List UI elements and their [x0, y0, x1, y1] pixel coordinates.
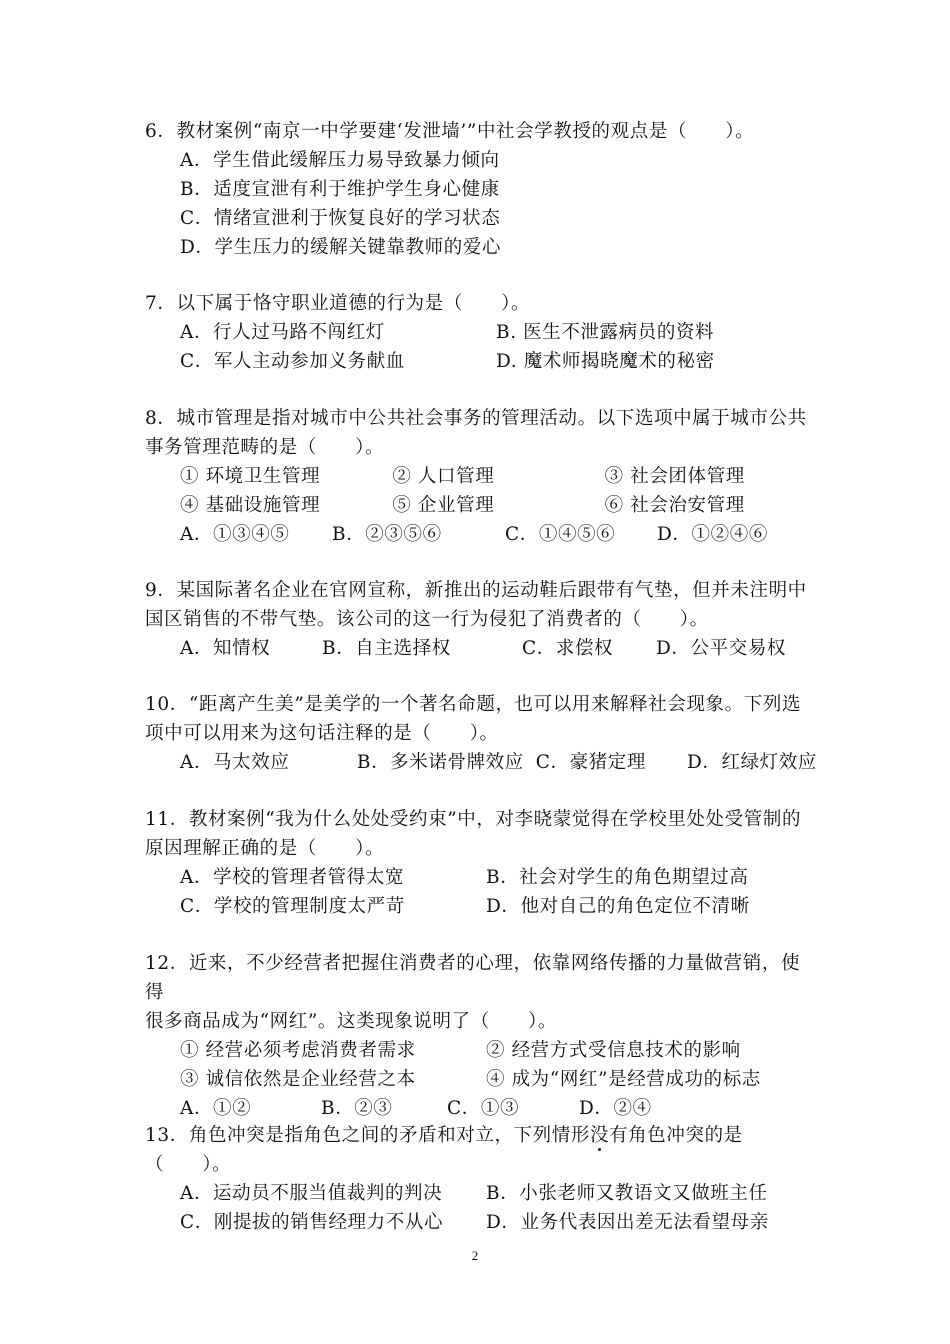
option-row [145, 233, 817, 262]
question-stem-line: 项中可以用来为这句话注释的是（ ）。 [145, 723, 499, 744]
emphasis-char: 没 [589, 1125, 610, 1146]
question-stem-line: 11．教材案例“我为什么处处受约束”中，对李晓蒙觉得在学校里处处受管制的 [145, 809, 802, 830]
option-d: D．业务代表因出差无法看望母亲 [486, 1212, 769, 1233]
option-d: D．②④ [579, 1098, 652, 1119]
option-d: D. 魔术师揭晓魔术的秘密 [496, 351, 715, 372]
option-c: C．刚提拔的销售经理力不从心 [180, 1212, 444, 1233]
statement-item: ⑤ 企业管理 [392, 495, 495, 516]
question-stem [145, 1121, 817, 1179]
option-row [145, 748, 817, 777]
option-row [145, 318, 817, 347]
question-7 [145, 289, 817, 376]
option-row [145, 146, 817, 175]
statement-item: ③ 诚信依然是企业经营之本 [180, 1069, 416, 1090]
option-row [145, 204, 817, 233]
option-row [145, 520, 817, 549]
statement-item: ④ 成为“网红”是经营成功的标志 [486, 1069, 761, 1090]
statement-item: ② 经营方式受信息技术的影响 [486, 1040, 741, 1061]
option-b: B. 医生不泄露病员的资料 [496, 322, 715, 343]
option-row [145, 634, 817, 663]
option-d: D．学生压力的缓解关键靠教师的爱心 [180, 237, 502, 258]
question-stem-line: 12．近来，不少经营者把握住消费者的心理，依靠网络传播的力量做营销，使得 [145, 953, 801, 1003]
question-12 [145, 949, 817, 1123]
question-stem-line: 9．某国际著名企业在官网宣称，新推出的运动鞋后跟带有气垫，但并未注明中 [145, 580, 807, 601]
option-b: B．多米诺骨牌效应 [356, 752, 524, 773]
question-11 [145, 805, 817, 921]
option-a: A．①③④⑤ [180, 524, 290, 545]
item-row [145, 491, 817, 520]
question-10 [145, 690, 817, 777]
option-d: D．①②④⑥ [657, 524, 768, 545]
option-d: D．他对自己的角色定位不清晰 [486, 896, 750, 917]
item-row [145, 1036, 817, 1065]
question-stem-line: 8．城市管理是指对城市中公共社会事务的管理活动。以下选项中属于城市公共 [145, 408, 807, 429]
option-a: A．①② [180, 1098, 252, 1119]
option-a: A．行人过马路不闯红灯 [180, 322, 385, 343]
option-a: A．知情权 [180, 638, 271, 659]
option-row [145, 892, 817, 921]
statement-item: ⑥ 社会治安管理 [604, 495, 745, 516]
statement-item: ② 人口管理 [392, 466, 495, 487]
option-c: C．求偿权 [522, 638, 614, 659]
option-d: D．红绿灯效应 [686, 752, 817, 773]
statement-item: ④ 基础设施管理 [180, 495, 321, 516]
stem-part: 13．角色冲突是指角色之间的矛盾和对立，下列情形 [145, 1125, 590, 1146]
statement-item: ③ 社会团体管理 [604, 466, 745, 487]
option-b: B．适度宣泄有利于维护学生身心健康 [180, 179, 500, 200]
option-c: C．①③ [447, 1098, 520, 1119]
option-b: B．②③⑤⑥ [332, 524, 442, 545]
question-6 [145, 117, 817, 262]
statement-item: ① 环境卫生管理 [180, 466, 321, 487]
option-row [145, 347, 817, 376]
item-row [145, 1065, 817, 1094]
option-d: D．公平交易权 [656, 638, 787, 659]
option-a: A．学校的管理者管得太宽 [180, 867, 405, 888]
question-stem-line: 很多商品成为“网红”。这类现象说明了（ ）。 [145, 1011, 557, 1032]
question-stem-line: 原因理解正确的是（ ）。 [145, 838, 385, 859]
stem-part: 有角色冲突的是（ ）。 [145, 1125, 743, 1175]
option-c: C．①④⑤⑥ [505, 524, 616, 545]
option-b: B．小张老师又教语文又做班主任 [486, 1183, 768, 1204]
option-a: A．运动员不服当值裁判的判决 [180, 1183, 443, 1204]
option-row [145, 1208, 817, 1237]
question-13 [145, 1121, 817, 1237]
item-row [145, 462, 817, 491]
question-stem-line: 国区销售的不带气垫。该公司的这一行为侵犯了消费者的（ ）。 [145, 609, 709, 630]
statement-item: ① 经营必须考虑消费者需求 [180, 1040, 416, 1061]
option-b: B．自主选择权 [322, 638, 451, 659]
option-b: B．②③ [321, 1098, 393, 1119]
option-b: B．社会对学生的角色期望过高 [486, 867, 749, 888]
question-stem-line: 10．“距离产生美”是美学的一个著名命题，也可以用来解释社会现象。下列选 [145, 694, 802, 715]
question-stem: 6．教材案例“南京一中学要建‘发泄墙’”中社会学教授的观点是（ ）。 [145, 121, 755, 142]
option-c: C．军人主动参加义务献血 [180, 351, 405, 372]
question-stem: 7．以下属于恪守职业道德的行为是（ ）。 [145, 293, 531, 314]
option-c: C．学校的管理制度太严苛 [180, 896, 405, 917]
option-row [145, 175, 817, 204]
option-a: A．学生借此缓解压力易导致暴力倾向 [180, 150, 500, 171]
option-row [145, 1179, 817, 1208]
question-9 [145, 576, 817, 663]
option-row [145, 863, 817, 892]
option-c: C．豪猪定理 [535, 752, 647, 773]
option-a: A．马太效应 [180, 752, 290, 773]
question-stem-line: 事务管理范畴的是（ ）。 [145, 437, 385, 458]
page-number: 2 [471, 1248, 479, 1263]
option-row [145, 1094, 817, 1123]
question-8 [145, 404, 817, 549]
option-c: C．情绪宣泄利于恢复良好的学习状态 [180, 208, 501, 229]
